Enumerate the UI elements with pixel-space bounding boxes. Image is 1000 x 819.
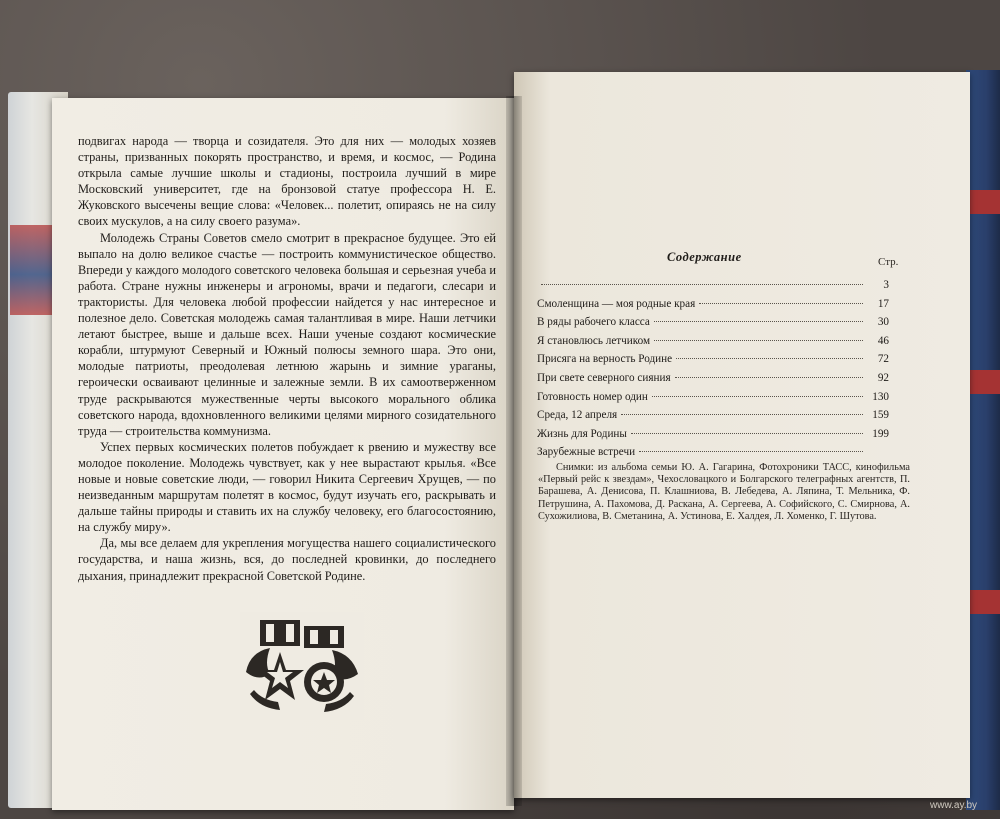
toc-entry [537,409,889,428]
cover-band [966,370,1000,394]
toc-entry [537,298,889,317]
toc-entry-title: Я становлюсь летчиком [537,334,651,347]
toc-entry-title: При свете северного сияния [537,371,671,384]
paragraph: подвигах народа — творца и созидателя. Это для них — молодых хозяев страны, призванных покорять пространство, и время, и космос, — Родина открыла самые лучшие школы и стадионы, построила лучший в мире Московский университет, где на бронзовой статуе профессора Н. Е. Жуковского высечены вещие слова: «Человек... полетит, опираясь не на силу своих мускулов, а на силу своего разума». [78,134,496,229]
toc-entry-page: 30 [877,316,889,329]
book-cover-right-edge [966,70,1000,810]
toc-entry-page: 159 [872,409,889,422]
page-column-label: Стр. [878,256,899,268]
toc-entry [537,391,889,410]
toc-leader-dots [654,340,863,341]
toc-entry [537,335,889,354]
toc-entry [537,353,889,372]
toc-entry [537,372,889,391]
toc-entry-page: 92 [877,371,889,384]
table-of-contents [537,250,889,465]
cover-band [966,590,1000,614]
toc-leader-dots [654,321,863,322]
toc-entry [537,279,889,298]
toc-entry-page: 72 [877,353,889,366]
toc-leader-dots [541,284,863,285]
toc-entry-page: 199 [872,427,889,440]
toc-entry [537,428,889,447]
watermark: www.ay.by [930,800,978,811]
hero-medals-emblem-icon [240,612,364,720]
toc-heading: Содержание [667,250,742,264]
left-page-text [78,133,496,584]
toc-entry-title: Смоленщина — моя родные края [537,297,696,310]
toc-leader-dots [639,451,863,452]
photo-credits: Снимки: из альбома семьи Ю. А. Гагарина, Фотохроники ТАСС, кинофильма «Первый рейс к звездам», Чехословацкого и Болгарского телеграфных агентств, П. Барашева, А. Денисова, П. Клашниова, В. Лебедева, А. Ляпина, Т. Мельника, Ф. Петрушина, А. Пахомова, Д. Раскана, А. Сергеева, А. Софийского, С. Смирнова, А. Сухожилиова, В. Сметанина, А. Устинова, Е. Халдея, Л. Хоменко, Г. Шутова. [538,462,910,522]
toc-leader-dots [652,396,863,397]
toc-leader-dots [675,377,863,378]
toc-entry-title: Зарубежные встречи [537,446,636,459]
toc-leader-dots [631,433,863,434]
book-gutter [506,96,522,806]
toc-leader-dots [699,303,863,304]
toc-entry [537,316,889,335]
toc-entry-page: 17 [877,297,889,310]
cover-stripe [10,225,54,315]
paragraph: Да, мы все делаем для укрепления могущества нашего социалистического государства, и наша жизнь, вся, до последней кровинки, до последнего дыхания, принадлежит прекрасной Советской Родине. [78,536,496,583]
toc-entry-title: Готовность номер один [537,390,648,403]
paragraph: Молодежь Страны Советов смело смотрит в прекрасное будущее. Это ей выпало на долю великое счастье — построить коммунистическое общество. Впереди у каждого молодого советского человека большая и серьезная учеба и работа. Стране нужны инженеры и агрономы, врачи и педагоги, слесари и трактористы. Для человека любой профессии найдется у нас интересное и полезное дело. Советская молодежь самая талантливая в мире. Наши летчики летают быстрее, выше и дальше всех. Наши ученые создают космические корабли, штурмуют Северный и Южный полюсы земного шара. Это они, молодые патриоты, преодолевая летнюю жарынь и зимние ураганы, героически осваивают целинные и залежные земли. В их самоотверженном труде раскрываются мужественные черты высокого морального облика советского народа, вдохновленного великими целями мирного созидательного труда — строительства коммунизма. [78,230,496,438]
toc-entry-page: 3 [883,279,889,291]
toc-entry-title: Жизнь для Родины [537,427,627,440]
toc-entry-page: 130 [872,390,889,403]
toc-entry-title: Среда, 12 апреля [537,409,618,422]
toc-entry-title: В ряды рабочего класса [537,316,650,329]
toc-entry-title: Присяга на верность Родине [537,353,673,366]
toc-leader-dots [676,358,863,359]
toc-leader-dots [621,414,863,415]
toc-entry-page: 46 [877,334,889,347]
cover-band [966,190,1000,214]
paragraph: Успех первых космических полетов побуждает к рвению и мужеству все молодое поколение. Молодежь чувствует, как у нее вырастают крылья. «Все новые и новые советские люди, — говорил Никита Сергеевич Хрущев, — по неизведанным маршрутам полетят в космос, будут изучать его, раскрывать и дальше тайны природы и ставить их на службу человеку, его благосостоянию, на службу миру». [78,439,496,535]
